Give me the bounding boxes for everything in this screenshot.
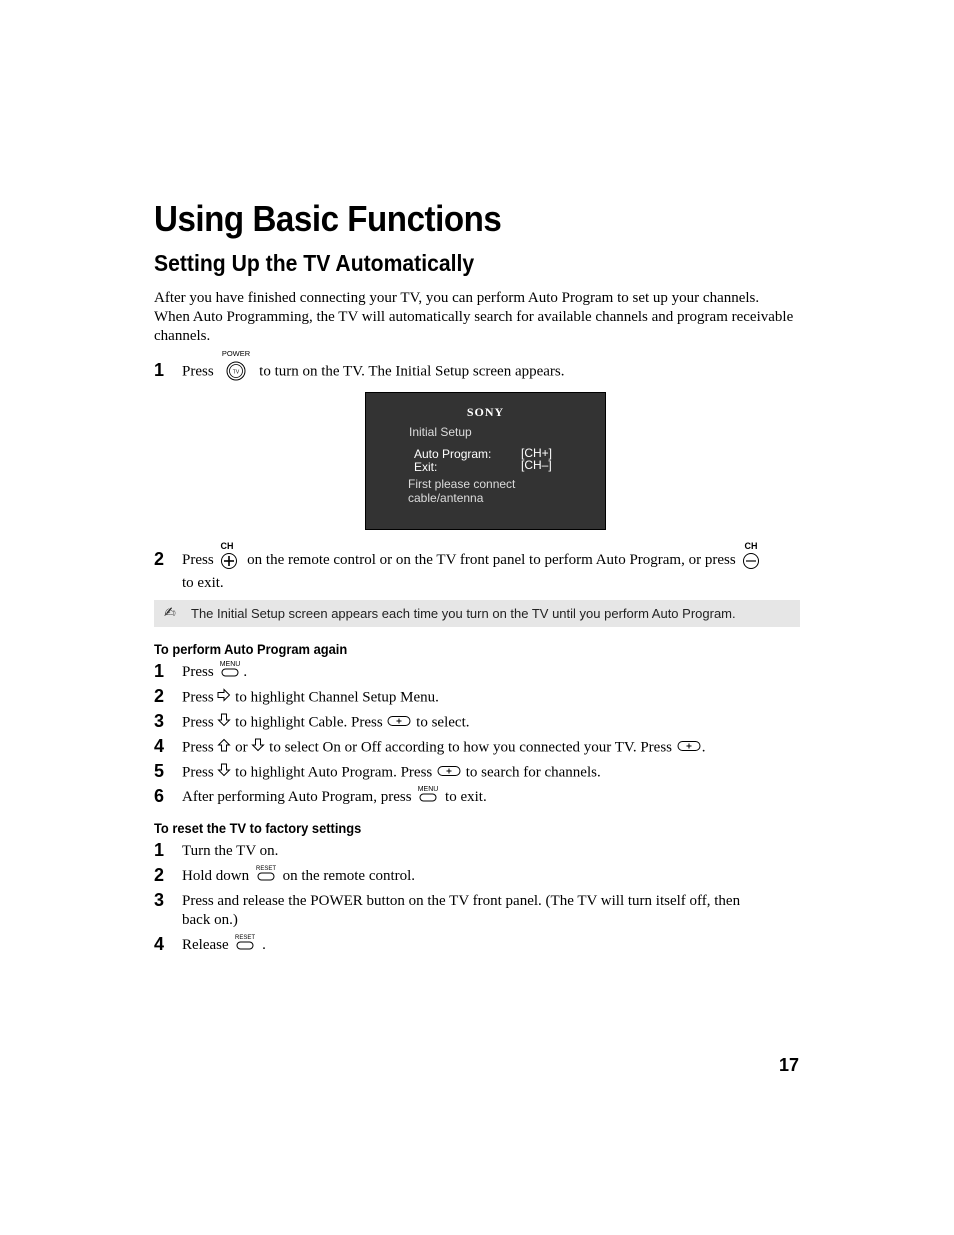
step-text: to highlight Auto Program. Press — [235, 764, 433, 781]
select-button-icon — [386, 714, 412, 733]
menu-button-icon — [415, 788, 441, 807]
ch-label: CH — [220, 541, 234, 552]
page-number: 17 — [779, 1055, 800, 1075]
step-number: 5 — [154, 761, 165, 781]
step-number: 3 — [154, 711, 165, 731]
arrow-down-icon — [251, 738, 265, 758]
ch-label: CH — [744, 541, 758, 552]
tv-label: TV — [233, 369, 240, 376]
step-text: Press — [182, 739, 214, 756]
step-text: to select On or Off according to how you connected your TV. Press — [269, 739, 673, 756]
ch-plus-label: [CH+] — [521, 446, 553, 460]
note-box — [154, 600, 800, 627]
step-number: 2 — [154, 549, 165, 569]
page-title: Using Basic Functions — [154, 198, 502, 239]
step-number: 2 — [154, 865, 165, 885]
brand-logo: SONY — [466, 405, 505, 419]
step-text: . — [243, 664, 248, 680]
step-number: 1 — [154, 840, 165, 860]
step-text: Press — [182, 714, 214, 731]
arrow-right-icon — [217, 688, 231, 708]
reset-button-icon — [232, 936, 258, 955]
step-text: or — [235, 739, 248, 756]
setup-step-2 — [182, 541, 763, 570]
step-number: 4 — [154, 736, 165, 756]
ch-plus-button-icon — [219, 541, 241, 570]
tv-initial-setup-screen — [365, 392, 606, 530]
step-number: 2 — [154, 686, 165, 706]
step-number: 4 — [154, 934, 165, 954]
step-text: to turn on the TV. The Initial Setup screen appears. — [259, 363, 565, 380]
ch-minus-button-icon — [741, 541, 763, 570]
intro-paragraph: After you have finished connecting your TV, you can perform Auto Program to set up your channels. When Auto Programming, the TV will automatically search for available channels and program receivable channels. — [154, 290, 794, 344]
step-text: After performing Auto Program, press — [182, 789, 412, 805]
arrow-up-icon — [217, 738, 231, 758]
power-button-icon — [219, 349, 253, 382]
step-text: to select. — [416, 714, 470, 731]
step-text: to highlight Cable. Press — [235, 714, 383, 731]
auto-program-label: Auto Program: — [414, 447, 492, 461]
reset-label: RESET — [255, 866, 276, 873]
reset-step-4 — [182, 936, 266, 955]
step-text: Press — [182, 664, 214, 680]
step-text: Press — [182, 363, 214, 380]
auto-step-4 — [182, 738, 706, 758]
step-text: Release — [182, 937, 229, 953]
auto-program-again-heading: To perform Auto Program again — [154, 641, 348, 657]
step-number: 1 — [154, 661, 165, 681]
auto-step-5 — [182, 763, 601, 783]
reset-button-icon — [253, 867, 279, 886]
factory-reset-heading: To reset the TV to factory settings — [154, 820, 362, 836]
reset-step-3: Press and release the POWER button on the TV front panel. (The TV will turn itself off, then back on.) — [182, 893, 741, 928]
note-pencil-icon: ✍ — [164, 604, 176, 620]
step-text: Hold down — [182, 868, 250, 884]
screen-heading: Initial Setup — [409, 425, 472, 439]
reset-label: RESET — [235, 935, 256, 942]
step-text: to highlight Channel Setup Menu. — [235, 689, 439, 706]
step-number: 1 — [154, 360, 165, 380]
auto-step-6 — [182, 788, 487, 807]
select-button-icon — [436, 764, 462, 783]
exit-label: Exit: — [414, 460, 438, 474]
arrow-down-icon — [217, 713, 231, 733]
step-number: 3 — [154, 890, 165, 910]
step-text: to search for channels. — [465, 764, 601, 781]
section-title: Setting Up the TV Automatically — [154, 250, 475, 276]
step-text: Press — [182, 552, 214, 568]
select-button-icon — [676, 739, 702, 758]
step-text: . — [262, 937, 266, 953]
step-text: Press — [182, 689, 214, 706]
connect-message: First please connect — [408, 477, 516, 491]
auto-step-1 — [182, 663, 247, 682]
menu-label: MENU — [417, 786, 439, 794]
step-text: on the remote control. — [282, 868, 416, 884]
note-text: The Initial Setup screen appears each time you turn on the TV until you perform Auto Program. — [191, 606, 736, 621]
setup-step-2-cont: to exit. — [182, 575, 224, 591]
power-label: POWER — [222, 349, 251, 358]
connect-message: cable/antenna — [408, 491, 484, 505]
menu-button-icon — [217, 663, 243, 682]
setup-step-1 — [182, 349, 565, 382]
ch-minus-label: [CH–] — [521, 458, 552, 472]
reset-step-1: Turn the TV on. — [182, 843, 279, 859]
auto-step-3 — [182, 713, 470, 733]
step-text: on the remote control or on the TV front panel to perform Auto Program, or press — [247, 552, 736, 568]
menu-label: MENU — [220, 661, 241, 669]
arrow-down-icon — [217, 763, 231, 783]
step-number: 6 — [154, 786, 165, 806]
step-text: to exit. — [445, 789, 487, 805]
step-text: . — [701, 739, 706, 756]
step-text: Press — [182, 764, 214, 781]
reset-step-2 — [182, 867, 415, 886]
auto-step-2 — [182, 688, 439, 708]
